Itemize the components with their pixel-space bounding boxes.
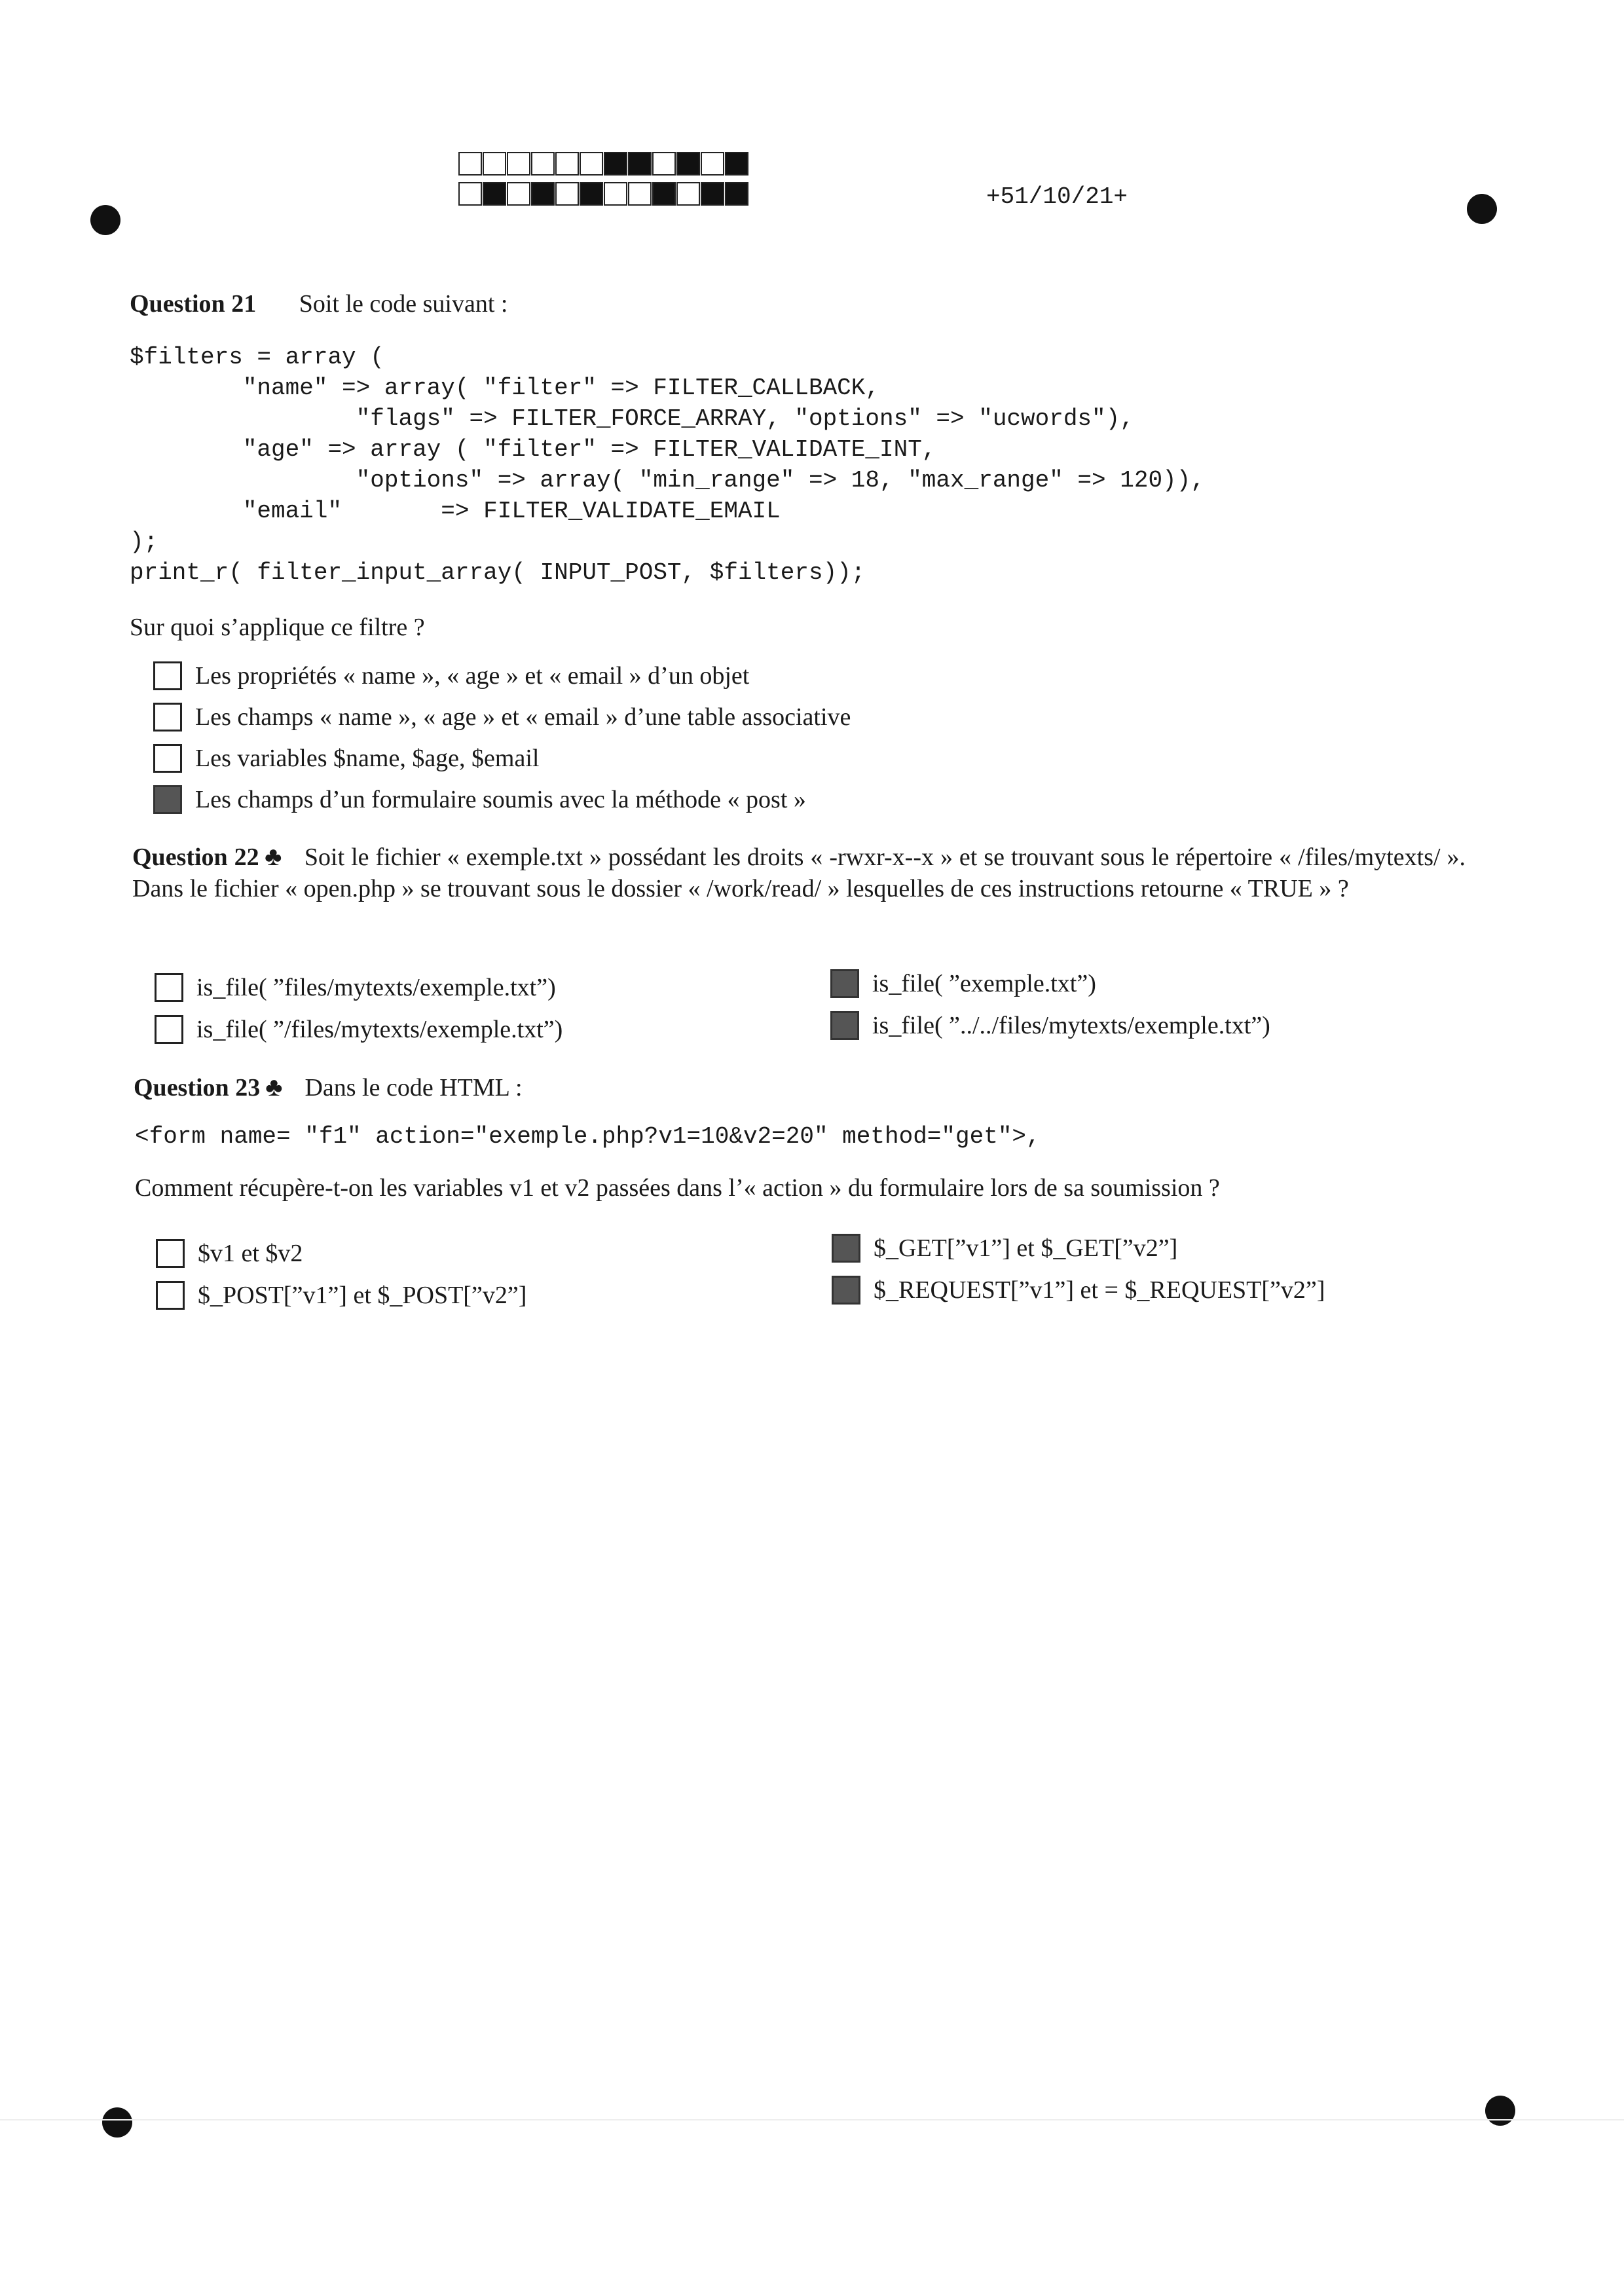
q21-question: Sur quoi s’applique ce filtre ? [130, 614, 425, 641]
q22-block [132, 841, 1466, 904]
q21-choice-label: Les champs d’un formulaire soumis avec la méthode « post » [195, 786, 806, 813]
barcode-cell [580, 182, 603, 206]
club-icon: ♣ [265, 1072, 283, 1102]
q21-header [130, 289, 507, 318]
q22-choice[interactable] [830, 969, 1096, 998]
q22-choice-label: is_file( ”files/mytexts/exemple.txt”) [196, 974, 556, 1001]
q21-code: $filters = array ( "name" => array( "filter" => FILTER_CALLBACK, "flags" => FILTER_FORCE_ARRAY, "options" => "ucwords"), "age" => array ( "filter" => FILTER_VALIDATE_INT, "options" => array( "min_range" => 18, "max_range" => 120)), "email" => FILTER_VALIDATE_EMAIL ); print_r( filter_input_array( INPUT_POST, $filters)); [130, 344, 1205, 586]
q22-choice-label: is_file( ”/files/mytexts/exemple.txt”) [196, 1016, 563, 1043]
barcode-cell [507, 152, 530, 176]
q23-header [134, 1071, 523, 1102]
q21-choice-label: Les champs « name », « age » et « email » d’une table associative [195, 703, 851, 731]
q23-intro: Dans le code HTML : [304, 1074, 523, 1102]
q21-choice[interactable] [153, 703, 851, 731]
barcode-cell [531, 152, 555, 176]
q22-choice-checkbox[interactable] [155, 1015, 183, 1044]
q22-choice[interactable] [830, 1011, 1270, 1040]
barcode-cell [676, 182, 700, 206]
q22-choice[interactable] [155, 973, 556, 1002]
q21-choice-checkbox[interactable] [153, 744, 182, 773]
q23-choice[interactable] [832, 1276, 1325, 1305]
barcode-cell [580, 152, 603, 176]
barcode-cell [701, 182, 724, 206]
barcode-row-2 [458, 182, 749, 207]
q21-choice-checkbox[interactable] [153, 785, 182, 814]
q22-label: Question 22 [132, 843, 259, 871]
barcode-cell [483, 152, 506, 176]
q22-choice-checkbox[interactable] [155, 973, 183, 1002]
q22-text: Soit le fichier « exemple.txt » possédant les droits « -rwxr-x--x » et se trouvant sous le répertoire « /files/mytexts/ ». Dans le fichier « open.php » se trouvant sous le dossier « /work/read/ » lesquelles de ces instructions retourne « TRUE » ? [132, 843, 1466, 902]
q22-choice-checkbox[interactable] [830, 1011, 859, 1040]
barcode-cell [725, 152, 748, 176]
barcode-row-1 [458, 152, 749, 177]
q21-label: Question 21 [130, 290, 257, 318]
barcode-cell [483, 182, 506, 206]
registration-mark-top-right [1467, 194, 1497, 224]
barcode-cell [604, 152, 627, 176]
q23-choice-label: $_REQUEST[”v1”] et = $_REQUEST[”v2”] [874, 1276, 1325, 1304]
q21-choice[interactable] [153, 661, 749, 690]
page-id: +51/10/21+ [986, 183, 1128, 210]
barcode-cell [676, 152, 700, 176]
q22-choice-label: is_file( ”../../files/mytexts/exemple.txt”) [872, 1012, 1270, 1039]
q23-label: Question 23 [134, 1074, 261, 1102]
registration-mark-top-left [90, 205, 120, 235]
barcode-cell [507, 182, 530, 206]
scan-line [0, 2119, 1624, 2120]
q22-choice-label: is_file( ”exemple.txt”) [872, 970, 1096, 997]
barcode-cell [604, 182, 627, 206]
barcode-cell [652, 152, 676, 176]
q23-choice-checkbox[interactable] [156, 1281, 185, 1310]
barcode-cell [628, 152, 652, 176]
q23-choice-label: $_GET[”v1”] et $_GET[”v2”] [874, 1234, 1178, 1262]
q21-intro: Soit le code suivant : [299, 290, 508, 318]
q21-choice-label: Les propriétés « name », « age » et « email » d’un objet [195, 662, 750, 690]
q22-choice[interactable] [155, 1015, 563, 1044]
q21-choice[interactable] [153, 785, 806, 814]
q23-choice-label: $_POST[”v1”] et $_POST[”v2”] [198, 1282, 527, 1309]
barcode-cell [458, 152, 482, 176]
q23-choice[interactable] [832, 1234, 1177, 1263]
club-icon: ♣ [264, 842, 282, 871]
barcode-cell [555, 182, 579, 206]
barcode-cell [555, 152, 579, 176]
q23-question: Comment récupère-t-on les variables v1 et v2 passées dans l’« action » du formulaire lors de sa soumission ? [135, 1174, 1220, 1202]
q23-choice[interactable] [156, 1281, 526, 1310]
barcode-cell [458, 182, 482, 206]
q21-choice-checkbox[interactable] [153, 661, 182, 690]
registration-mark-bottom-right [1485, 2096, 1515, 2126]
q23-choice[interactable] [156, 1239, 303, 1268]
q22-choice-checkbox[interactable] [830, 969, 859, 998]
q21-choice[interactable] [153, 744, 539, 773]
q23-code: <form name= "f1" action="exemple.php?v1=10&v2=20" method="get">, [135, 1123, 1041, 1150]
q23-choice-checkbox[interactable] [156, 1239, 185, 1268]
q23-choice-label: $v1 et $v2 [198, 1240, 303, 1267]
q21-choice-checkbox[interactable] [153, 703, 182, 731]
barcode-cell [628, 182, 652, 206]
registration-mark-bottom-left [102, 2107, 132, 2138]
q21-choice-label: Les variables $name, $age, $email [195, 745, 540, 772]
barcode-cell [701, 152, 724, 176]
barcode-cell [531, 182, 555, 206]
q23-choice-checkbox[interactable] [832, 1276, 860, 1305]
q23-choice-checkbox[interactable] [832, 1234, 860, 1263]
barcode [458, 152, 749, 212]
barcode-cell [725, 182, 748, 206]
barcode-cell [652, 182, 676, 206]
